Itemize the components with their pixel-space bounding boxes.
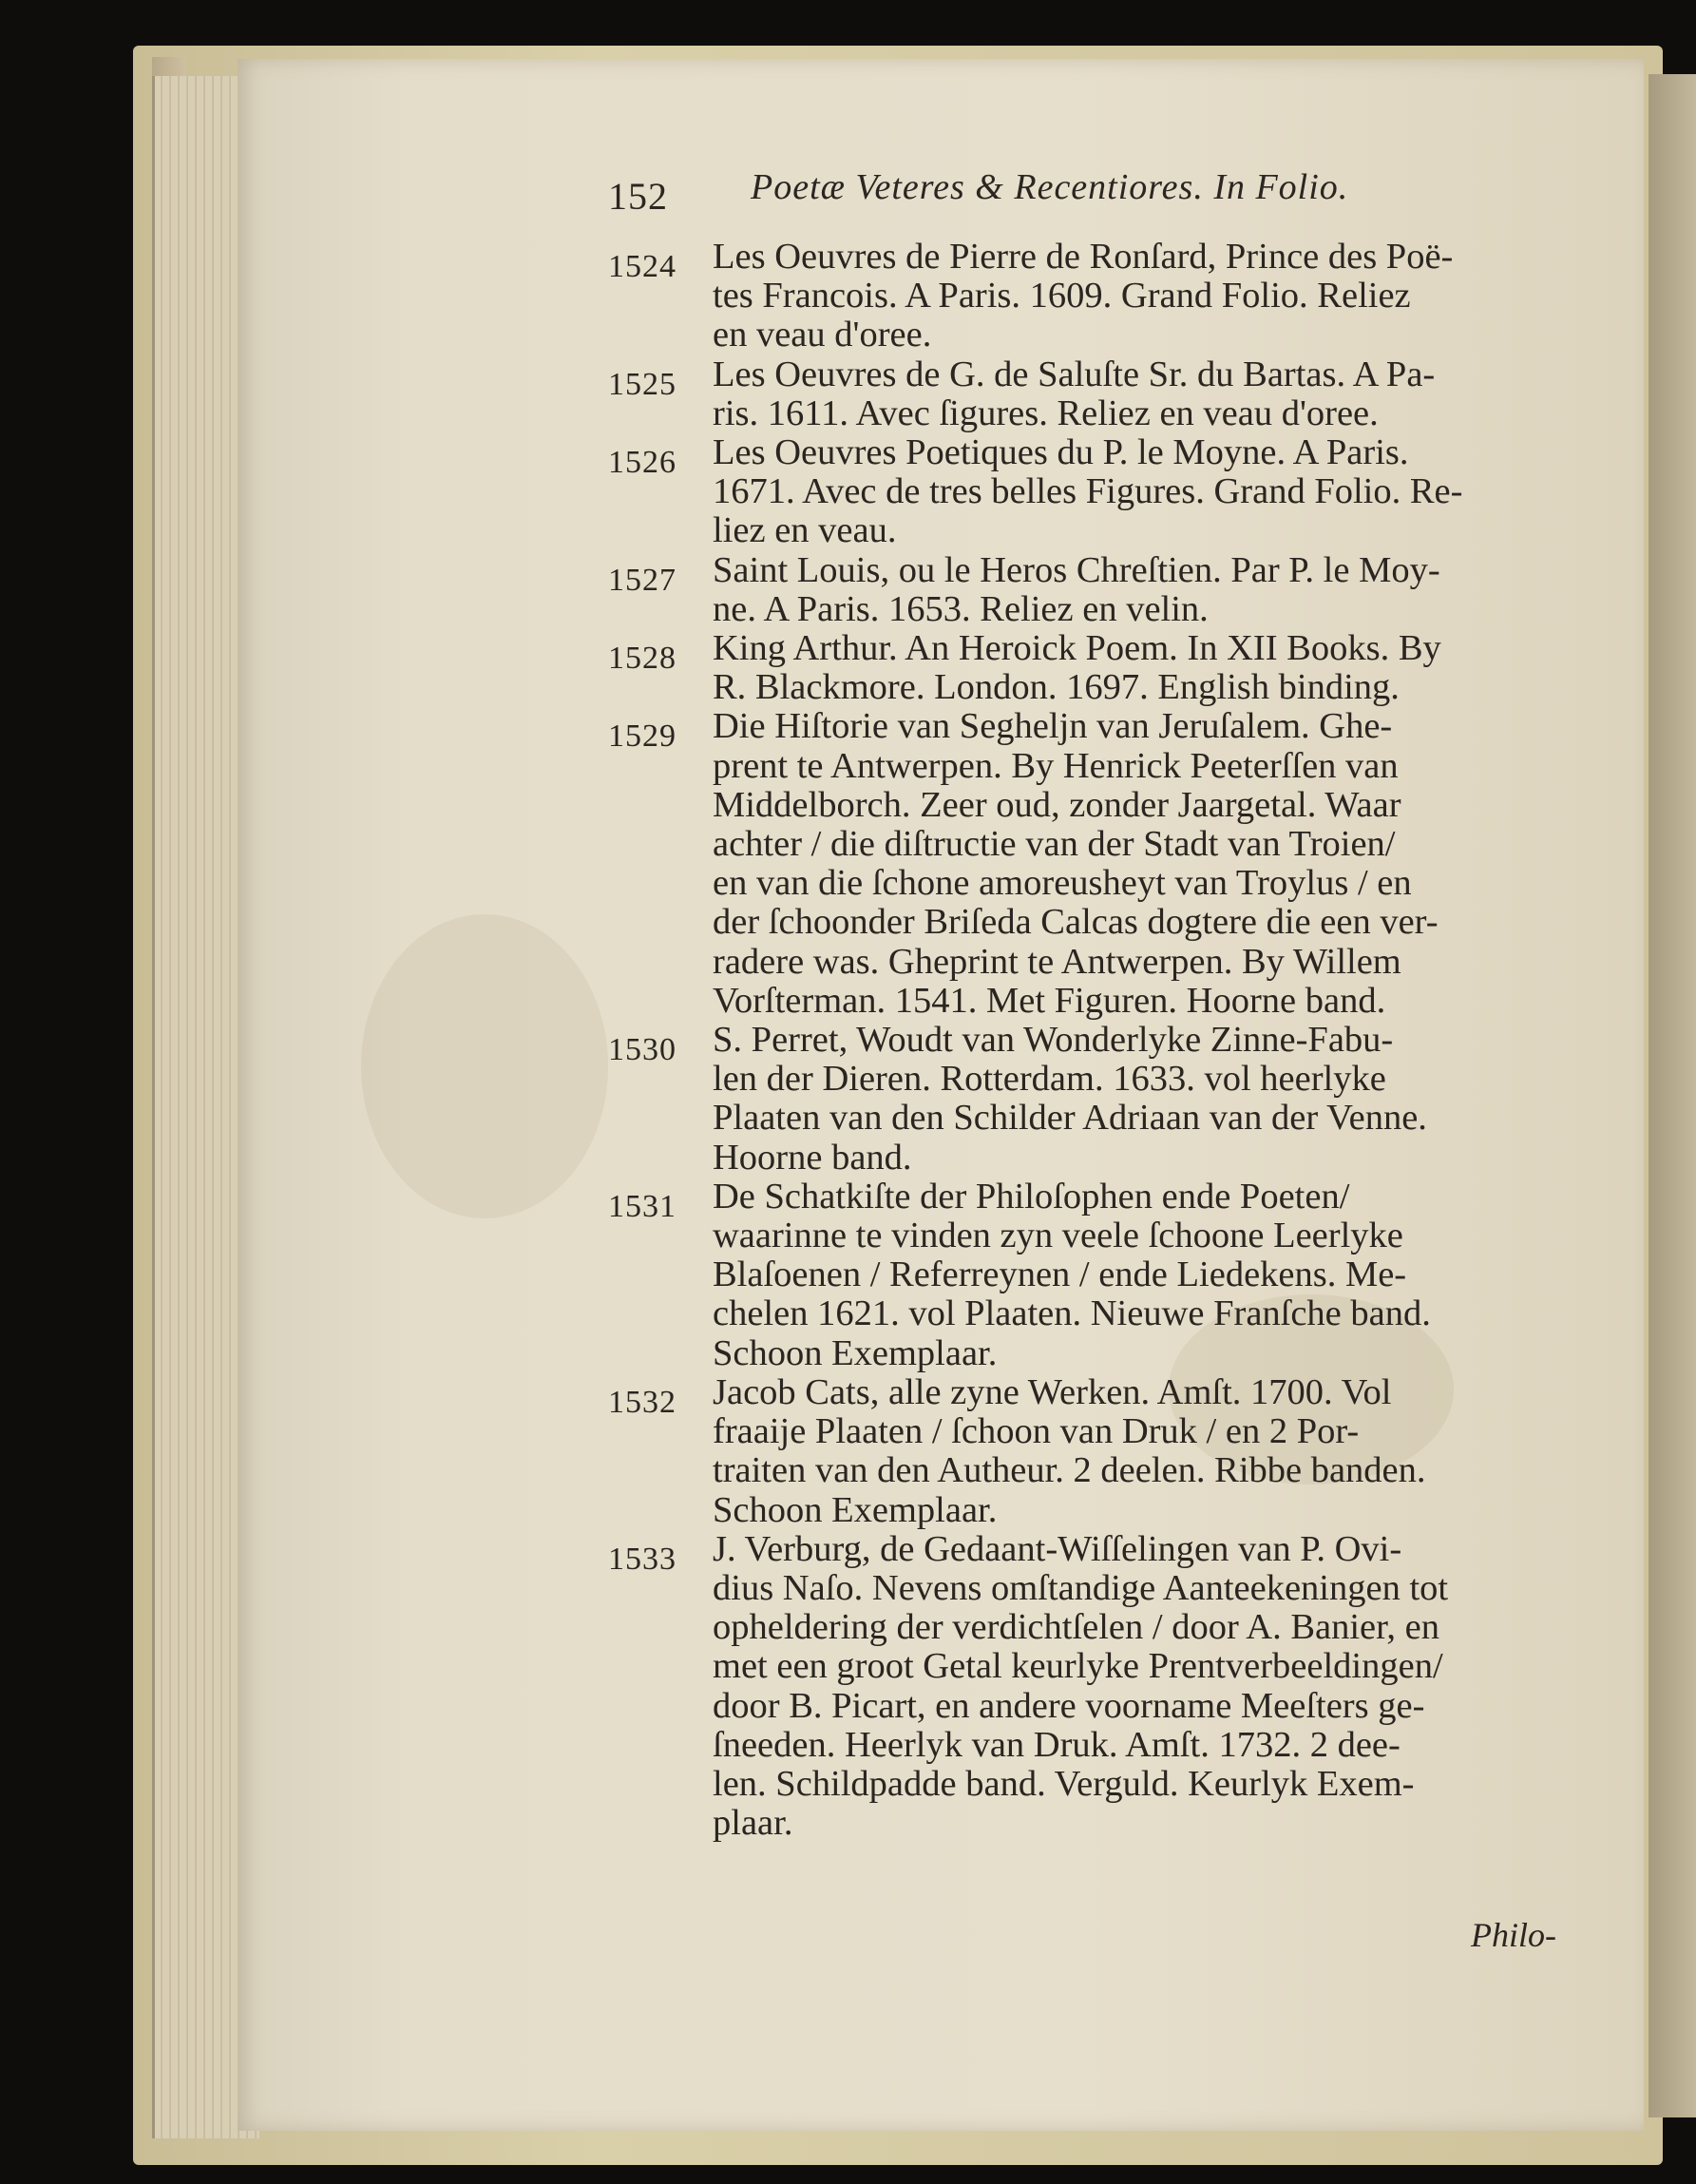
entry-text-line: Les Oeuvres de Pierre de Ronſard, Prince des Poë- xyxy=(713,237,1454,277)
entry-text-line: dius Naſo. Nevens omſtandige Aanteekeningen tot xyxy=(713,1567,1449,1608)
entry-text-line: Les Oeuvres Poetiques du P. le Moyne. A Paris. xyxy=(713,432,1409,473)
entry-text-line: ſneeden. Heerlyk van Druk. Amſt. 1732. 2 dee- xyxy=(713,1724,1401,1765)
entry-text-line: S. Perret, Woudt van Wonderlyke Zinne-Fabu- xyxy=(713,1020,1394,1061)
page-header xyxy=(608,166,1577,223)
catalogue-entry xyxy=(608,355,1577,433)
entry-text-line: door B. Picart, en andere voorname Meeſters ge- xyxy=(713,1685,1425,1726)
entry-number: 1529 xyxy=(608,718,676,755)
catalogue-entry xyxy=(608,629,1577,707)
entry-text-line: prent te Antwerpen. By Henrick Peeterſſen van xyxy=(713,745,1399,786)
entry-text-line: achter / die diſtructie van der Stadt van Troien/ xyxy=(713,824,1396,865)
entry-text-line: waarinne te vinden zyn veele ſchoone Leerlyke xyxy=(713,1216,1403,1256)
entry-text-line: ris. 1611. Avec ſigures. Reliez en veau d'oree. xyxy=(713,393,1379,433)
entry-text-line: liez en veau. xyxy=(713,510,897,551)
entry-text-line: Jacob Cats, alle zyne Werken. Amſt. 1700. Vol xyxy=(713,1371,1392,1412)
entry-text-line: Hoorne band. xyxy=(713,1137,912,1178)
entry-number: 1530 xyxy=(608,1032,676,1068)
entry-text-line: en veau d'oree. xyxy=(713,315,932,355)
entry-text-line: Middelborch. Zeer oud, zonder Jaargetal. Waar xyxy=(713,784,1401,825)
entry-text-line: chelen 1621. vol Plaaten. Nieuwe Franſche band. xyxy=(713,1293,1431,1334)
entry-number: 1533 xyxy=(608,1541,676,1577)
entry-text-line: len der Dieren. Rotterdam. 1633. vol heerlyke xyxy=(713,1059,1386,1100)
page-number: 152 xyxy=(608,175,668,218)
entry-text-line: Blaſoenen / Referreynen / ende Liedekens. Me- xyxy=(713,1255,1407,1295)
entry-number: 1526 xyxy=(608,445,676,481)
entry-text-line: plaar. xyxy=(713,1803,793,1844)
entry-text-line: traiten van den Autheur. 2 deelen. Ribbe banden. xyxy=(713,1450,1426,1491)
entry-number: 1528 xyxy=(608,641,676,677)
entry-text-line: tes Francois. A Paris. 1609. Grand Folio. Reliez xyxy=(713,276,1411,316)
catalogue-entry xyxy=(608,707,1577,1021)
paper-stain xyxy=(361,914,608,1218)
entry-text-line: R. Blackmore. London. 1697. English binding. xyxy=(713,667,1400,708)
entry-text-line: len. Schildpadde band. Verguld. Keurlyk Exem- xyxy=(713,1763,1415,1804)
entry-number: 1532 xyxy=(608,1384,676,1420)
entry-text-line: en van die ſchone amoreusheyt van Troylus / en xyxy=(713,863,1412,904)
entry-text-line: De Schatkiſte der Philoſophen ende Poeten/ xyxy=(713,1176,1350,1217)
catalogue-entry xyxy=(608,433,1577,551)
entry-text-line: King Arthur. An Heroick Poem. In XII Books. By xyxy=(713,628,1441,669)
entry-text-line: fraaije Plaaten / ſchoon van Druk / en 2 Por- xyxy=(713,1411,1360,1452)
entry-text-line: opheldering der verdichtſelen / door A. Banier, en xyxy=(713,1607,1439,1648)
entry-text-line: J. Verburg, de Gedaant-Wiſſelingen van P. Ovi- xyxy=(713,1528,1402,1569)
catalogue-entry xyxy=(608,1178,1577,1373)
catchword: Philo- xyxy=(1471,1916,1556,1954)
entry-text-line: ne. A Paris. 1653. Reliez en velin. xyxy=(713,588,1209,629)
entry-text-line: met een groot Getal keurlyke Prentverbeeldingen/ xyxy=(713,1646,1443,1687)
entry-text-line: Vorſterman. 1541. Met Figuren. Hoorne band. xyxy=(713,980,1386,1021)
entry-text-line: Saint Louis, ou le Heros Chreſtien. Par P. le Moy- xyxy=(713,549,1440,590)
entry-number: 1527 xyxy=(608,562,676,598)
catalogue-entry xyxy=(608,238,1577,355)
entry-text-line: Die Hiſtorie van Segheljn van Jeruſalem. Ghe- xyxy=(713,706,1393,747)
catalogue-entry xyxy=(608,1373,1577,1530)
entry-text-line: der ſchoonder Briſeda Calcas dogtere die een ver- xyxy=(713,902,1439,943)
entry-number: 1524 xyxy=(608,249,676,284)
facing-page-edge xyxy=(1648,74,1696,2117)
entry-text-line: Les Oeuvres de G. de Saluſte Sr. du Bartas. A Pa- xyxy=(713,354,1436,394)
catalogue-entries xyxy=(608,238,1577,1843)
entry-text-line: radere was. Gheprint te Antwerpen. By Willem xyxy=(713,941,1401,982)
entry-text-line: Schoon Exemplaar. xyxy=(713,1489,998,1530)
catalogue-entry xyxy=(608,551,1577,629)
running-head: Poetæ Veteres & Recentiores. In Folio. xyxy=(751,167,1349,207)
entry-text-line: 1671. Avec de tres belles Figures. Grand Folio. Re- xyxy=(713,471,1463,512)
entry-text-line: Plaaten van den Schilder Adriaan van der Venne. xyxy=(713,1098,1427,1139)
entry-number: 1525 xyxy=(608,366,676,402)
catalogue-entry xyxy=(608,1530,1577,1844)
catalogue-entry xyxy=(608,1021,1577,1178)
entry-text-line: Schoon Exemplaar. xyxy=(713,1332,998,1373)
entry-number: 1531 xyxy=(608,1188,676,1224)
